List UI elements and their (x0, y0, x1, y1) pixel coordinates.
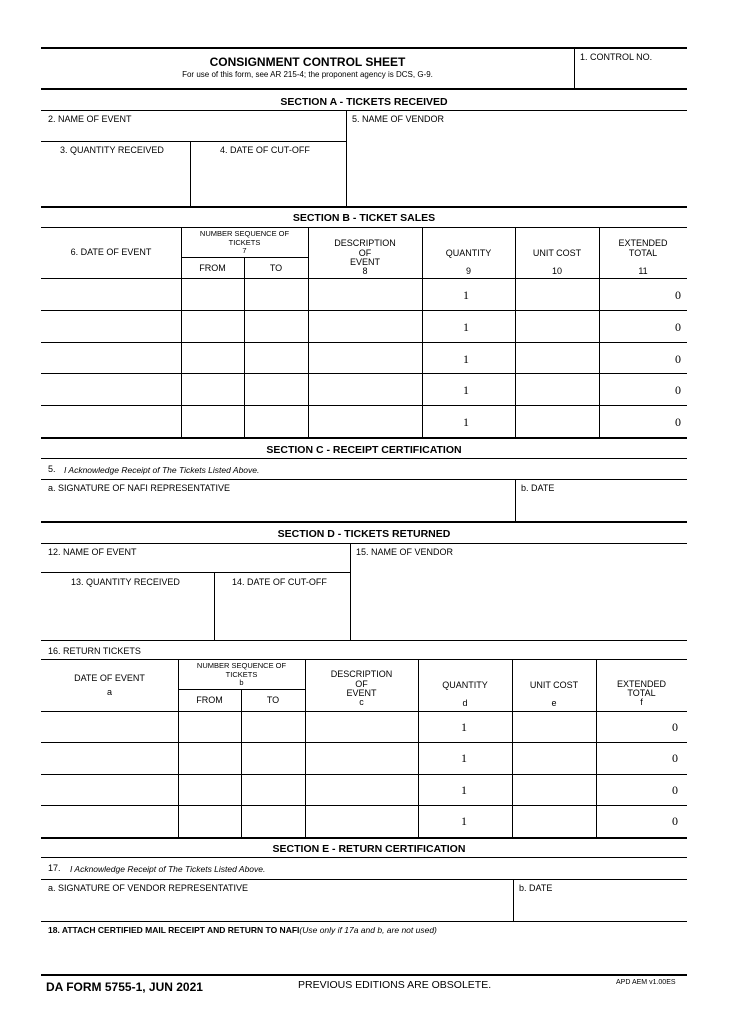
attach-bold-text: 18. ATTACH CERTIFIED MAIL RECEIPT AND RETURN TO NAFI (48, 925, 300, 935)
b-row2-total: 0 (675, 320, 681, 334)
form-title: CONSIGNMENT CONTROL SHEET (209, 55, 406, 69)
d-col-numseq-2: TICKETS (225, 670, 258, 679)
d-col-date: DATE OF EVENT (74, 673, 145, 683)
d-col-unit-letter: e (551, 698, 557, 708)
b-row4-total: 0 (675, 383, 681, 397)
section-b-title: SECTION B - TICKET SALES (292, 212, 436, 224)
b-col-ext-1: EXTENDED (618, 238, 668, 248)
d-row1-quantity[interactable]: 1 (461, 720, 467, 734)
b-row5-quantity[interactable]: 1 (463, 415, 469, 429)
name-of-event-field[interactable] (43, 125, 343, 140)
control-no-field[interactable] (576, 64, 686, 86)
b-row3-quantity[interactable]: 1 (463, 352, 469, 366)
b-row4-quantity[interactable]: 1 (463, 383, 469, 397)
d-row2-total: 0 (672, 751, 678, 765)
b-col-qty: QUANTITY (445, 248, 492, 258)
e-ack-text: I Acknowledge Receipt of The Tickets Listed Above. (70, 864, 266, 874)
d-row4-total: 0 (672, 814, 678, 828)
section-e-title: SECTION E - RETURN CERTIFICATION (272, 843, 466, 855)
b-col-numseq-num: 7 (242, 246, 247, 255)
c-date-label: b. DATE (521, 483, 555, 493)
d-date-cutoff-label: 14. DATE OF CUT-OFF (232, 577, 327, 587)
version-label: APD AEM v1.00ES (616, 979, 676, 986)
e-signature-label: a. SIGNATURE OF VENDOR REPRESENTATIVE (48, 883, 249, 893)
d-col-numseq-letter: b (239, 678, 244, 687)
b-row5-total: 0 (675, 415, 681, 429)
vendor-signature-field[interactable] (43, 895, 511, 919)
c-signature-label: a. SIGNATURE OF NAFI REPRESENTATIVE (48, 483, 231, 493)
obsolete-notice: PREVIOUS EDITIONS ARE OBSOLETE. (298, 979, 492, 991)
d-col-to: TO (266, 695, 280, 705)
d-col-numseq-1: NUMBER SEQUENCE OF (196, 661, 287, 670)
d-quantity-received-label: 13. QUANTITY RECEIVED (71, 577, 180, 587)
form-subtitle: For use of this form, see AR 215-4; the proponent agency is DCS, G-9. (182, 70, 433, 79)
d-col-qty-letter: d (462, 698, 468, 708)
b-col-desc-3: EVENT (349, 257, 380, 267)
d-date-cutoff-field[interactable] (216, 592, 348, 636)
d-name-of-event-field[interactable] (43, 558, 348, 572)
d-col-desc-2: OF (355, 679, 368, 689)
b-col-ext-2: TOTAL (628, 248, 658, 258)
control-no-label: 1. CONTROL NO. (580, 52, 653, 62)
date-cutoff-label: 4. DATE OF CUT-OFF (220, 145, 310, 155)
d-col-date-letter: a (106, 687, 112, 697)
b-col-qty-num: 9 (465, 266, 471, 276)
vendor-date-field[interactable] (515, 895, 685, 919)
d-row2-quantity[interactable]: 1 (461, 751, 467, 765)
b-row2-quantity[interactable]: 1 (463, 320, 469, 334)
b-row3-total: 0 (675, 352, 681, 366)
b-col-unit-num: 10 (551, 266, 562, 276)
attach-italic-text: (Use only if 17a and b, are not used) (299, 925, 437, 935)
d-col-desc-3: EVENT (346, 688, 377, 698)
quantity-received-field[interactable] (43, 160, 188, 200)
e-date-label: b. DATE (519, 883, 553, 893)
b-col-unit: UNIT COST (532, 248, 582, 258)
name-of-vendor-label: 5. NAME OF VENDOR (352, 114, 445, 124)
d-row3-total: 0 (672, 783, 678, 797)
d-col-ext-letter: f (640, 697, 643, 707)
nafi-signature-field[interactable] (43, 495, 513, 519)
b-col-to: TO (269, 263, 283, 273)
d-row1-total: 0 (672, 720, 678, 734)
return-tickets-label: 16. RETURN TICKETS (48, 646, 141, 656)
d-name-of-vendor-label: 15. NAME OF VENDOR (356, 547, 454, 557)
d-col-desc-1: DESCRIPTION (330, 669, 393, 679)
d-name-of-event-label: 12. NAME OF EVENT (48, 547, 137, 557)
d-row4-quantity[interactable]: 1 (461, 814, 467, 828)
b-col-from: FROM (199, 263, 226, 273)
d-col-from: FROM (196, 695, 223, 705)
b-col-desc-num: 8 (362, 266, 368, 276)
section-d-title: SECTION D - TICKETS RETURNED (277, 528, 451, 540)
b-col-desc-2: OF (358, 248, 372, 258)
b-col-ext-num: 11 (638, 266, 648, 276)
e-ack-num: 17. (48, 863, 61, 873)
attach-instruction (48, 925, 437, 935)
d-name-of-vendor-field[interactable] (352, 560, 685, 638)
date-cutoff-field[interactable] (192, 160, 344, 200)
nafi-date-field[interactable] (517, 495, 685, 519)
quantity-received-label: 3. QUANTITY RECEIVED (60, 145, 164, 155)
b-col-desc-1: DESCRIPTION (334, 238, 396, 248)
c-ack-num: 5. (48, 464, 56, 474)
d-col-desc-letter: c (359, 697, 364, 707)
d-row3-quantity[interactable]: 1 (461, 783, 467, 797)
d-col-qty: QUANTITY (442, 680, 488, 690)
b-row1-total: 0 (675, 288, 681, 302)
b-col-numseq-2: TICKETS (228, 238, 261, 247)
section-a-title: SECTION A - TICKETS RECEIVED (280, 96, 448, 108)
d-col-ext-1: EXTENDED (616, 679, 666, 689)
c-ack-text: I Acknowledge Receipt of The Tickets Listed Above. (64, 465, 260, 475)
d-col-unit: UNIT COST (529, 680, 579, 690)
d-col-ext-2: TOTAL (627, 688, 656, 698)
section-c-title: SECTION C - RECEIPT CERTIFICATION (266, 444, 462, 456)
d-quantity-received-field[interactable] (43, 592, 212, 636)
b-col-numseq-1: NUMBER SEQUENCE OF (199, 229, 290, 238)
b-row1-quantity[interactable]: 1 (463, 288, 469, 302)
name-of-event-label: 2. NAME OF EVENT (48, 114, 132, 124)
form-id: DA FORM 5755-1, JUN 2021 (46, 980, 203, 994)
b-col-date: 6. DATE OF EVENT (70, 247, 152, 257)
name-of-vendor-field[interactable] (348, 126, 685, 204)
